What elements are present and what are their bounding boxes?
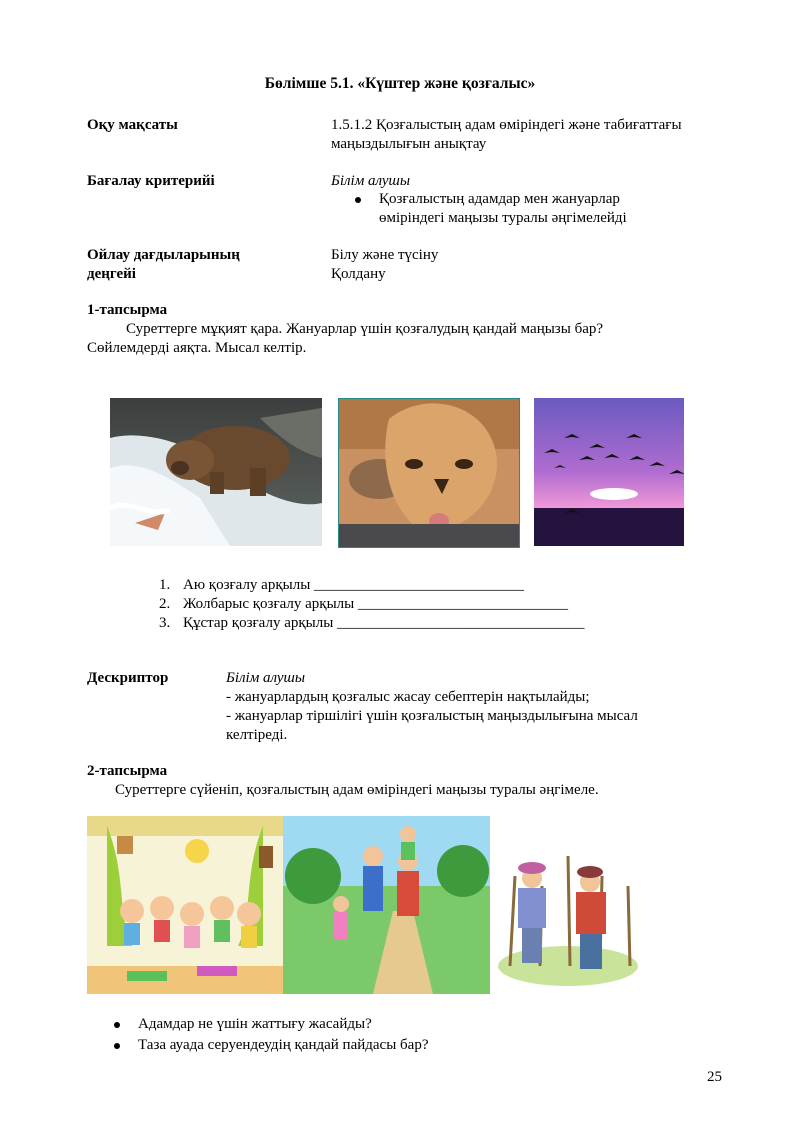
task2-bullet-2: Таза ауада серуендеудің қандай пайдасы бар?: [138, 1037, 429, 1053]
objective-line-1: 1.5.1.2 Қозғалыстың адам өміріндегі және табиғаттағы: [331, 117, 682, 133]
thinking-level-1: Білу және түсіну: [331, 247, 439, 263]
descriptor-subject: Білім алушы: [226, 670, 306, 686]
objective-line-2: маңыздылығын анықтау: [331, 136, 487, 152]
descriptor-label: Дескриптор: [87, 670, 169, 686]
descriptor-line-3: келтіреді.: [226, 727, 288, 743]
thinking-level-2: Қолдану: [331, 266, 386, 282]
task2-line-1: Суреттерге сүйеніп, қозғалыстың адам өміріндегі маңызы туралы әңгімеле.: [115, 782, 599, 798]
descriptor-line-1: - жануарлардың қозғалыс жасау себептерін нақтылайды;: [226, 689, 590, 705]
criteria-subject: Білім алушы: [331, 173, 411, 189]
task1-heading: 1-тапсырма: [87, 302, 168, 318]
task1-line-2: Сөйлемдерді аяқта. Мысал келтір.: [87, 340, 307, 356]
bullet-dot: [114, 1043, 120, 1049]
kids-exercise-image: [87, 816, 283, 994]
task2-heading: 2-тапсырма: [87, 763, 168, 779]
bear-image: [110, 398, 322, 546]
lioness-image: [338, 398, 520, 548]
tree-planting-image: [490, 816, 646, 994]
criteria-bullet: [353, 190, 627, 228]
birds-sunset-image: [534, 398, 684, 546]
bullet-dot: [355, 197, 361, 203]
list-item: [112, 1015, 612, 1034]
page-number: 25: [707, 1069, 722, 1085]
task1-line-1: Суреттерге мұқият қара. Жануарлар үшін қозғалудың қандай маңызы бар?: [126, 321, 604, 337]
task1-item-2-text: Жолбарыс қозғалу арқылы ____________________________: [183, 596, 568, 612]
task1-list: [159, 576, 619, 633]
list-item: 3. Құстар қозғалу арқылы _________________________________: [159, 615, 585, 631]
task2-bullet-list: [112, 1015, 612, 1055]
section-title: Бөлімше 5.1. «Күштер және қозғалыс»: [264, 75, 536, 92]
list-item: [112, 1036, 612, 1055]
bullet-dot: [114, 1022, 120, 1028]
objective-label: Оқу мақсаты: [87, 117, 178, 133]
task1-item-1-text: Аю қозғалу арқылы ____________________________: [183, 577, 525, 593]
criteria-label: Бағалау критерийі: [87, 173, 215, 189]
thinking-label-line-2: деңгейі: [87, 266, 136, 282]
criteria-bullet-line-2: өміріндегі маңызы туралы әңгімелейді: [379, 210, 627, 226]
family-walk-image: [283, 816, 490, 994]
list-item: 1. Аю қозғалу арқылы ____________________________: [159, 577, 525, 593]
criteria-bullet-line-1: Қозғалыстың адамдар мен жануарлар: [379, 191, 620, 207]
task1-item-3-text: Құстар қозғалу арқылы _________________________________: [183, 615, 585, 631]
thinking-label-line-1: Ойлау дағдыларының: [87, 247, 240, 263]
list-item: 2. Жолбарыс қозғалу арқылы ____________________________: [159, 596, 568, 612]
task2-bullet-1: Адамдар не үшін жаттығу жасайды?: [138, 1016, 372, 1032]
descriptor-line-2: - жануарлар тіршілігі үшін қозғалыстың маңыздылығына мысал: [226, 708, 638, 724]
